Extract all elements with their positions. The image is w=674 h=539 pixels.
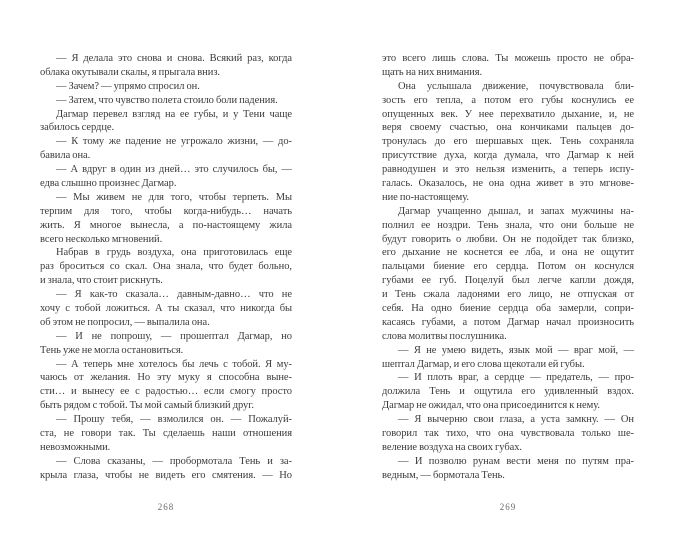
- text-line: сти… и вынесу ее с радостью… если смогу просто: [40, 386, 292, 398]
- text-line: облака окутывали скалы, я прыгала вниз.: [40, 66, 220, 78]
- text-line: щать на них внимания.: [382, 66, 483, 78]
- text-line: его дыхание не коснется ее лба, и она не ощутит: [382, 247, 634, 259]
- text-line: веление воздуха на своих губах.: [382, 441, 523, 453]
- text-line: ведным, — бормотала Тень.: [382, 469, 505, 481]
- text-line: — А теперь мне хотелось бы лечь с тобой. Я му-: [56, 358, 292, 370]
- text-line: себя. На одно биение сердца оба замерли, сопри-: [382, 303, 634, 315]
- text-line: терпим для того, чтобы когда-нибудь… начать: [40, 205, 292, 217]
- text-line: пальцами биение его сердца. Потом он коснулся: [382, 261, 634, 273]
- text-line: — Я не умею видеть, язык мой — враг мой, —: [398, 344, 634, 356]
- text-line: шептал Дагмар, и его слова щекотали ей губы.: [382, 358, 585, 370]
- text-line: ста, не говори так. Ты сделаешь наши отношения: [40, 428, 292, 440]
- page-number-right: 269: [499, 502, 517, 512]
- text-line: раз броситься со скал. Она знала, что будет больно,: [40, 261, 292, 273]
- text-line: жить. Я многое вынесла, а по-настоящему жила: [40, 219, 292, 231]
- text-line: забилось сердце.: [40, 122, 115, 134]
- text-line: — И не попрошу, — прошептал Дагмар, но: [56, 330, 292, 342]
- text-line: крыла глаза, чтобы не видеть его смятения. — Но: [40, 469, 292, 481]
- text-line: — И позволю рунам вести меня по путям пра-: [398, 455, 634, 467]
- text-line: и знала, что стоит рискнуть.: [40, 275, 163, 287]
- text-line: — Прошу тебя, — взмолился он. — Пожалуй-: [56, 414, 292, 426]
- text-line: — К тому же падение не угрожало жизни, — до-: [56, 136, 292, 148]
- text-line: хочу с тобой ложиться. А ты сказал, что никогда бы: [40, 303, 292, 315]
- text-line: — И плоть враг, а сердце — предатель, — про-: [398, 372, 634, 384]
- text-line: Тень уже не могла остановиться.: [40, 344, 184, 356]
- text-line: это всего лишь слова. Ты можешь просто не обра-: [382, 53, 634, 64]
- text-line: бавила она.: [40, 150, 91, 162]
- right-page-text: [382, 52, 634, 483]
- text-line: Она услышала движение, почувствовала бли-: [398, 80, 634, 92]
- text-line: должила Тень и ощутила его удивленный вздох.: [382, 386, 634, 398]
- text-line: чаюсь от желания. Но эту муку я способна выне-: [40, 372, 292, 384]
- text-line: ние по-настоящему.: [382, 191, 469, 203]
- text-line: — Затем, что чувство полета стоило боли падения.: [56, 94, 278, 106]
- text-line: — Мы живем не для того, чтобы терпеть. Мы: [56, 191, 292, 203]
- text-line: галась. Оказалось, не она одна живет в это мгнове-: [382, 178, 634, 190]
- text-line: — А вдруг в один из дней… это случилось бы, —: [56, 164, 292, 176]
- text-line: полнил ее ноздри. Тень знала, что они больше не: [382, 219, 634, 231]
- text-line: слова молитвы послушника.: [382, 330, 507, 342]
- text-line: всего несколько мгновений.: [40, 233, 163, 245]
- text-line: Дагмар не ожидал, что она присоединится к нему.: [382, 400, 600, 412]
- text-line: — Я вычерню свои глаза, а уста замкну. — Он: [398, 414, 634, 426]
- text-line: говорил так тихо, что она чувствовала только ше-: [382, 428, 634, 440]
- text-line: невозможными.: [40, 441, 111, 453]
- text-line: быть рядом с тобой. Ты мой самый близкий друг.: [40, 400, 254, 412]
- text-line: Набрав в грудь воздуха, она приготовилась еще: [56, 247, 292, 259]
- text-line: — Я делала это снова и снова. Всякий раз, когда: [56, 53, 292, 64]
- text-line: и Тень сжала ладонями его лицо, не отпуская от: [382, 289, 634, 301]
- text-line: губами ее губ. Поцелуй был легче капли дождя,: [382, 275, 634, 287]
- text-line: равнодушен и это нельзя изменить, а теперь испу-: [382, 164, 634, 176]
- text-line: опущенных век. У нее перехватило дыхание, и, не: [382, 108, 634, 120]
- text-line: — Я как-то сказала… давным-давно… что не: [56, 289, 292, 301]
- text-line: тронулась до его шершавых щек. Тень сохраняла: [382, 136, 634, 148]
- text-line: касаясь губами, а потом Дагмар начал произносить: [382, 316, 634, 328]
- text-line: — Зачем? — упрямо спросил он.: [56, 80, 200, 92]
- text-line: присутствие духа, когда думала, что Дагмар к ней: [382, 150, 634, 162]
- text-line: — Слова сказаны, — пробормотала Тень и за-: [56, 455, 292, 467]
- page-number-left: 268: [157, 502, 175, 512]
- text-line: зость его тепла, а потом его губы коснулись ее: [382, 94, 634, 106]
- text-line: веря своему счастью, она кончиками пальцев до-: [382, 122, 634, 134]
- left-page-text: [40, 52, 292, 483]
- text-line: Дагмар учащенно дышал, и запах мужчины на-: [398, 205, 634, 217]
- text-line: едва слышно произнес Дагмар.: [40, 178, 177, 190]
- text-line: Дагмар перевел взгляд на ее губы, и у Тени чаще: [56, 108, 292, 120]
- text-line: об этом не попросил, — выпалила она.: [40, 316, 210, 328]
- text-line: будут говорить о любви. Он не подойдет так близко,: [382, 233, 634, 245]
